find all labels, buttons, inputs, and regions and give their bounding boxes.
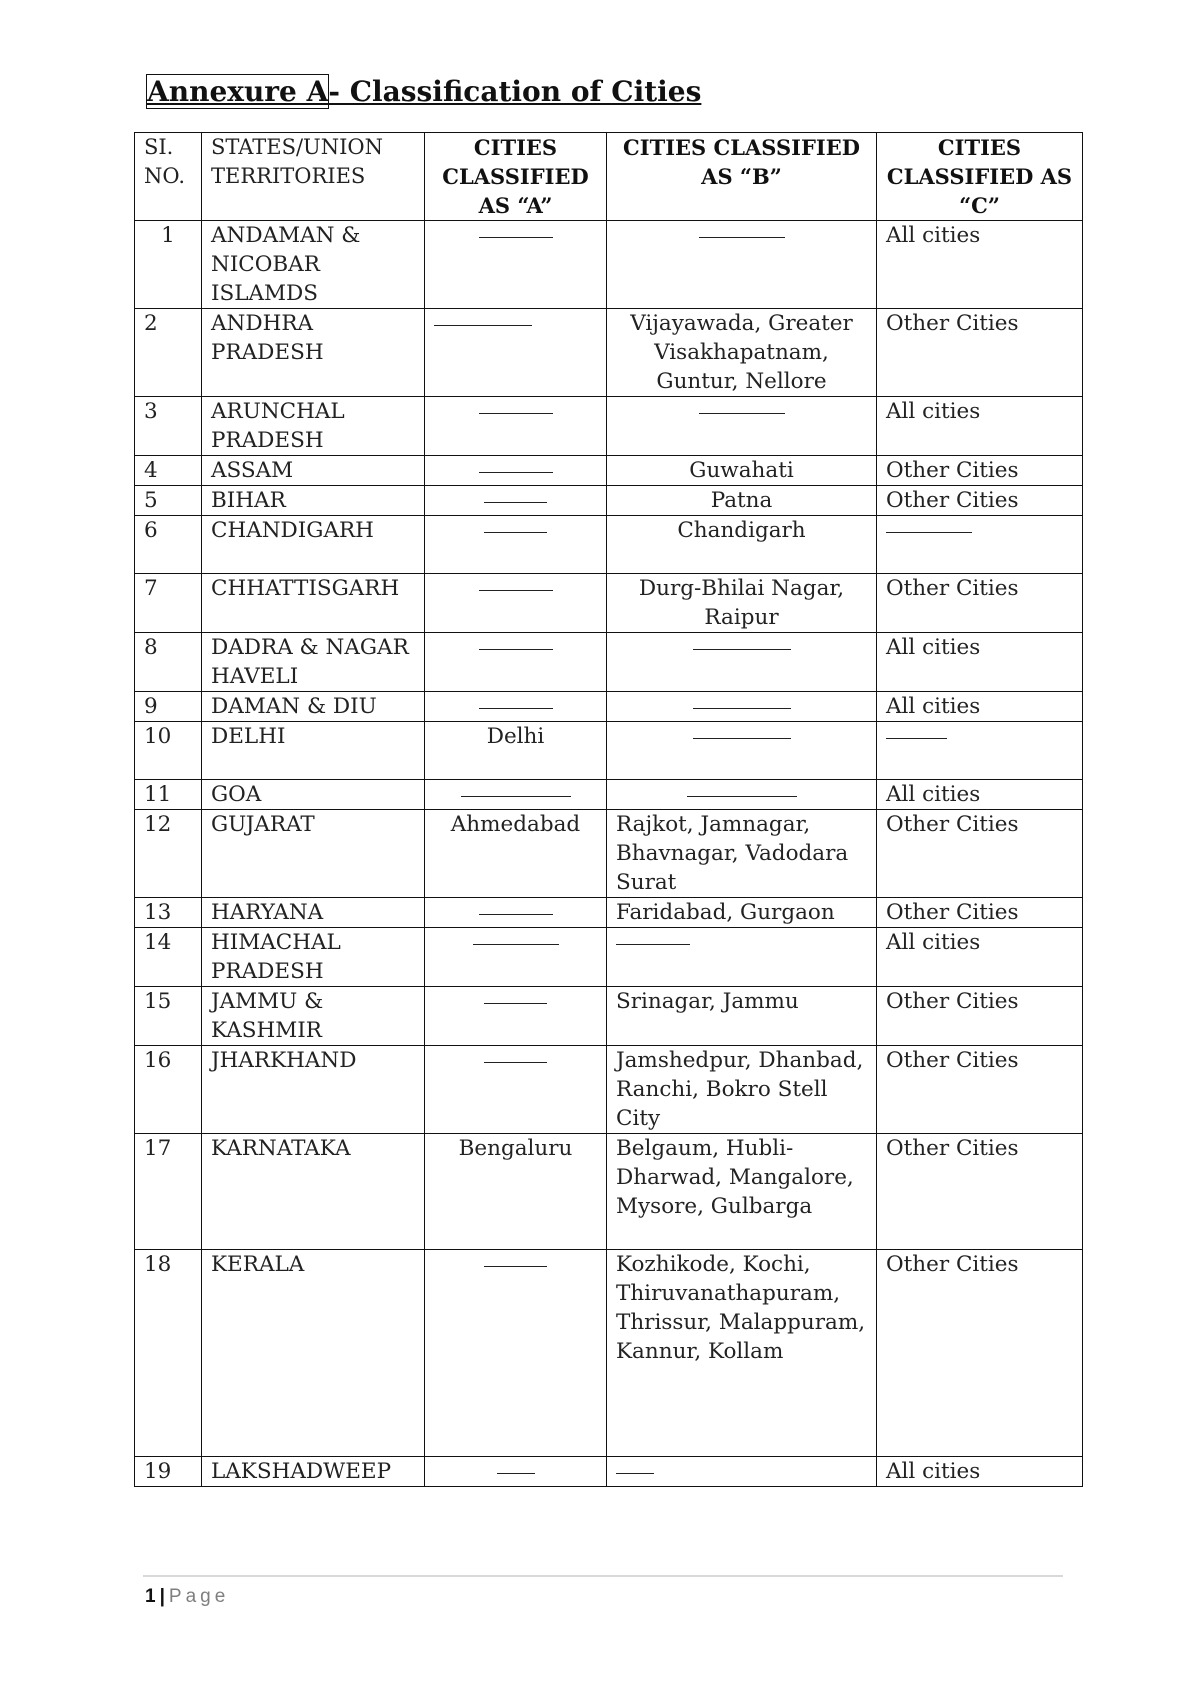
cell-class-b [607, 633, 877, 692]
cell-state: ARUNCHAL PRADESH [202, 397, 425, 456]
cell-class-c: Other Cities [877, 1250, 1083, 1457]
cell-state: ANDAMAN & NICOBAR ISLAMDS [202, 221, 425, 309]
cell-class-b: Patna [607, 486, 877, 516]
cell-class-b [607, 928, 877, 987]
cell-class-b: Jamshedpur, Dhanbad, Ranchi, Bokro Stell City [607, 1046, 877, 1134]
cell-class-b [607, 1457, 877, 1487]
cell-class-c: All cities [877, 928, 1083, 987]
cell-class-c: Other Cities [877, 898, 1083, 928]
blank-line [616, 928, 690, 945]
cell-class-a [425, 1250, 607, 1457]
cell-sl: 14 [135, 928, 202, 987]
cell-class-a [425, 397, 607, 456]
table-row [135, 722, 1083, 780]
cell-state: JAMMU & KASHMIR [202, 987, 425, 1046]
cell-state: KARNATAKA [202, 1134, 425, 1250]
table-row [135, 692, 1083, 722]
table-row [135, 1046, 1083, 1134]
table-row [135, 486, 1083, 516]
table-row [135, 574, 1083, 633]
cell-class-b: Vijayawada, Greater Visakhapatnam, Guntur, Nellore [607, 309, 877, 397]
cell-class-b [607, 722, 877, 780]
cell-class-b [607, 221, 877, 309]
cell-class-b [607, 397, 877, 456]
cell-class-c: Other Cities [877, 810, 1083, 898]
cell-class-c: Other Cities [877, 987, 1083, 1046]
cell-sl: 16 [135, 1046, 202, 1134]
header-sl-no: SI. NO. [135, 133, 202, 221]
cell-class-c: Other Cities [877, 574, 1083, 633]
table-row [135, 456, 1083, 486]
cell-class-b: Guwahati [607, 456, 877, 486]
cell-class-a [425, 486, 607, 516]
header-states: STATES/UNION TERRITORIES [202, 133, 425, 221]
blank-line [693, 692, 791, 709]
cell-class-a: Delhi [425, 722, 607, 780]
title-subject: - Classification of Cities [328, 75, 702, 108]
page-footer [145, 1586, 229, 1608]
blank-line [479, 574, 553, 591]
cell-state: HARYANA [202, 898, 425, 928]
cell-state: HIMACHAL PRADESH [202, 928, 425, 987]
blank-line [479, 397, 553, 414]
cell-sl: 7 [135, 574, 202, 633]
blank-line [693, 633, 791, 650]
table-row [135, 987, 1083, 1046]
cell-state: BIHAR [202, 486, 425, 516]
blank-line [484, 516, 547, 533]
page-word: Page [168, 1586, 230, 1607]
blank-line [484, 987, 547, 1004]
cell-class-c: All cities [877, 633, 1083, 692]
blank-line [616, 1457, 654, 1474]
header-class-b: CITIES CLASSIFIED AS “B” [607, 133, 877, 221]
table-row [135, 810, 1083, 898]
cell-sl: 17 [135, 1134, 202, 1250]
table-row [135, 780, 1083, 810]
cell-class-b: Durg-Bhilai Nagar, Raipur [607, 574, 877, 633]
cell-class-c: All cities [877, 692, 1083, 722]
cell-class-a [425, 780, 607, 810]
blank-line [484, 1250, 547, 1267]
cell-sl: 1 [135, 221, 202, 309]
table-row [135, 1457, 1083, 1487]
cell-class-c: All cities [877, 1457, 1083, 1487]
cell-sl: 18 [135, 1250, 202, 1457]
blank-line [434, 309, 532, 326]
cell-class-c: Other Cities [877, 1046, 1083, 1134]
header-class-a: CITIES CLASSIFIED AS “A” [425, 133, 607, 221]
cell-state: GOA [202, 780, 425, 810]
cell-class-a [425, 633, 607, 692]
cell-sl: 6 [135, 516, 202, 574]
cell-sl: 11 [135, 780, 202, 810]
cell-class-b: Belgaum, Hubli-Dharwad, Mangalore, Mysore, Gulbarga [607, 1134, 877, 1250]
blank-line [484, 486, 547, 503]
cell-class-b: Chandigarh [607, 516, 877, 574]
table-row [135, 928, 1083, 987]
blank-line [484, 1046, 547, 1063]
cell-sl: 5 [135, 486, 202, 516]
blank-line [479, 633, 553, 650]
table-row [135, 898, 1083, 928]
cell-state: JHARKHAND [202, 1046, 425, 1134]
cell-state: LAKSHADWEEP [202, 1457, 425, 1487]
blank-line [473, 928, 559, 945]
blank-line [699, 397, 785, 414]
cell-sl: 12 [135, 810, 202, 898]
cell-sl: 13 [135, 898, 202, 928]
cell-class-b [607, 780, 877, 810]
cell-class-c: All cities [877, 780, 1083, 810]
table-row [135, 633, 1083, 692]
cell-sl: 2 [135, 309, 202, 397]
cell-class-b: Kozhikode, Kochi, Thiruvanathapuram, Thrissur, Malappuram, Kannur, Kollam [607, 1250, 877, 1457]
cell-state: DADRA & NAGAR HAVELI [202, 633, 425, 692]
cell-class-a [425, 516, 607, 574]
cell-class-c: Other Cities [877, 309, 1083, 397]
blank-line [479, 692, 553, 709]
cell-class-c: All cities [877, 221, 1083, 309]
cell-state: ASSAM [202, 456, 425, 486]
blank-line [886, 516, 972, 533]
cell-sl: 8 [135, 633, 202, 692]
cell-class-c: Other Cities [877, 456, 1083, 486]
cell-state: KERALA [202, 1250, 425, 1457]
cell-sl: 19 [135, 1457, 202, 1487]
cell-class-b: Srinagar, Jammu [607, 987, 877, 1046]
cell-class-b [607, 692, 877, 722]
table-row [135, 1134, 1083, 1250]
cell-class-a [425, 692, 607, 722]
footer-divider [143, 1575, 1063, 1577]
cell-class-a [425, 1457, 607, 1487]
blank-line [479, 456, 553, 473]
blank-line [886, 722, 947, 739]
cell-state: GUJARAT [202, 810, 425, 898]
blank-line [479, 898, 553, 915]
cell-class-a [425, 221, 607, 309]
table-row [135, 309, 1083, 397]
cell-class-c: All cities [877, 397, 1083, 456]
cell-state: DELHI [202, 722, 425, 780]
page-title [147, 72, 701, 112]
blank-line [497, 1457, 535, 1474]
cell-state: CHANDIGARH [202, 516, 425, 574]
table-row [135, 221, 1083, 309]
cell-class-a [425, 456, 607, 486]
table-row [135, 397, 1083, 456]
header-class-c: CITIES CLASSIFIED AS “C” [877, 133, 1083, 221]
cell-sl: 9 [135, 692, 202, 722]
table-row [135, 516, 1083, 574]
cell-class-a: Bengaluru [425, 1134, 607, 1250]
blank-line [461, 780, 571, 797]
cell-class-b: Rajkot, Jamnagar, Bhavnagar, Vadodara Surat [607, 810, 877, 898]
cell-sl: 3 [135, 397, 202, 456]
blank-line [687, 780, 797, 797]
cell-sl: 4 [135, 456, 202, 486]
table-row [135, 1250, 1083, 1457]
blank-line [479, 221, 553, 238]
cell-class-c: Other Cities [877, 486, 1083, 516]
blank-line [693, 722, 791, 739]
page-number: 1 [145, 1586, 156, 1607]
cell-state: DAMAN & DIU [202, 692, 425, 722]
cell-class-c [877, 722, 1083, 780]
cell-sl: 10 [135, 722, 202, 780]
cell-class-a [425, 928, 607, 987]
cell-class-c: Other Cities [877, 1134, 1083, 1250]
cell-class-c [877, 516, 1083, 574]
title-annexure: Annexure A [147, 75, 329, 108]
cell-state: ANDHRA PRADESH [202, 309, 425, 397]
classification-table [134, 132, 1083, 1487]
cell-class-a: Ahmedabad [425, 810, 607, 898]
cell-class-a [425, 898, 607, 928]
cell-sl: 15 [135, 987, 202, 1046]
cell-class-a [425, 574, 607, 633]
cell-class-a [425, 1046, 607, 1134]
cell-state: CHHATTISGARH [202, 574, 425, 633]
blank-line [699, 221, 785, 238]
cell-class-b: Faridabad, Gurgaon [607, 898, 877, 928]
cell-class-a [425, 987, 607, 1046]
footer-separator: | [159, 1586, 165, 1607]
cell-class-a [425, 309, 607, 397]
